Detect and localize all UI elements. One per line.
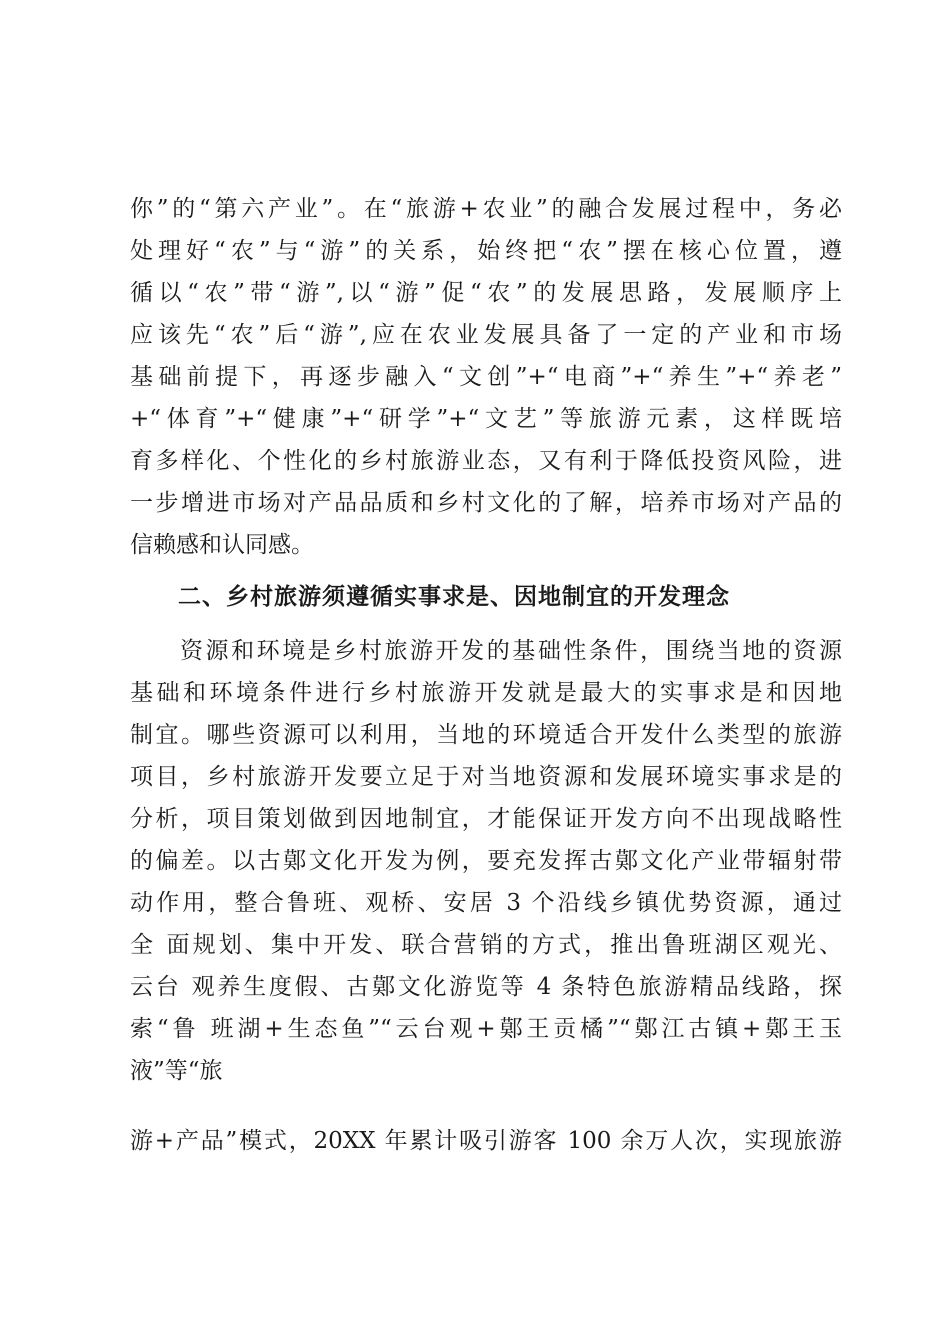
paragraph-2-line-3: 制宜。哪些资源可以利用，当地的环境适合开发什么类型的旅游 [130, 722, 842, 748]
paragraph-1-line-2: 处理好“农”与“游”的关系，始终把“农”摆在核心位置，遵 [130, 238, 842, 264]
paragraph-1-line-7: 育多样化、个性化的乡村旅游业态，又有利于降低投资风险，进 [130, 448, 842, 474]
paragraph-1-line-4: 应该先“农”后“游”,应在农业发展具备了一定的产业和市场 [130, 322, 842, 348]
paragraph-2-line-7: 动作用，整合鲁班、观桥、安居 3 个沿线乡镇优势资源，通过 [130, 890, 842, 916]
paragraph-1-line-5: 基础前提下，再逐步融入“文创”+“电商”+“养生”+“养老” [130, 364, 842, 390]
paragraph-1-line-1: 你”的“第六产业”。在“旅游+农业”的融合发展过程中，务必 [130, 196, 842, 222]
paragraph-1-line-9: 信赖感和认同感。 [130, 532, 314, 558]
paragraph-1-line-8: 一步增进市场对产品品质和乡村文化的了解，培养市场对产品的 [130, 490, 842, 516]
paragraph-2-line-4: 项目，乡村旅游开发要立足于对当地资源和发展环境实事求是的 [130, 764, 842, 790]
paragraph-1-line-3: 循以“农”带“游”,以“游”促“农”的发展思路，发展顺序上 [130, 280, 842, 306]
paragraph-2-line-5: 分析，项目策划做到因地制宜，才能保证开发方向不出现战略性 [130, 806, 842, 832]
paragraph-2-line-12: 游+产品”模式，20XX 年累计吸引游客 100 余万人次，实现旅游 [130, 1128, 842, 1154]
paragraph-2-line-11: 液”等“旅 [130, 1058, 223, 1084]
paragraph-2-line-8: 全 面规划、集中开发、联合营销的方式，推出鲁班湖区观光、 [130, 932, 842, 958]
paragraph-2-line-1: 资源和环境是乡村旅游开发的基础性条件，围绕当地的资源 [180, 638, 842, 664]
paragraph-1-line-6: +“体育”+“健康”+“研学”+“文艺”等旅游元素，这样既培 [130, 406, 842, 432]
paragraph-2-line-2: 基础和环境条件进行乡村旅游开发就是最大的实事求是和因地 [130, 680, 842, 706]
paragraph-2-line-10: 索“鲁 班湖+生态鱼”“云台观+鄚王贡橘”“鄚江古镇+鄚王玉 [130, 1016, 842, 1042]
section-heading: 二、乡村旅游须遵循实事求是、因地制宜的开发理念 [178, 584, 730, 610]
paragraph-2-line-9: 云台 观养生度假、古鄚文化游览等 4 条特色旅游精品线路，探 [130, 974, 842, 1000]
paragraph-2-line-6: 的偏差。以古鄚文化开发为例，要充发挥古鄚文化产业带辐射带 [130, 848, 842, 874]
